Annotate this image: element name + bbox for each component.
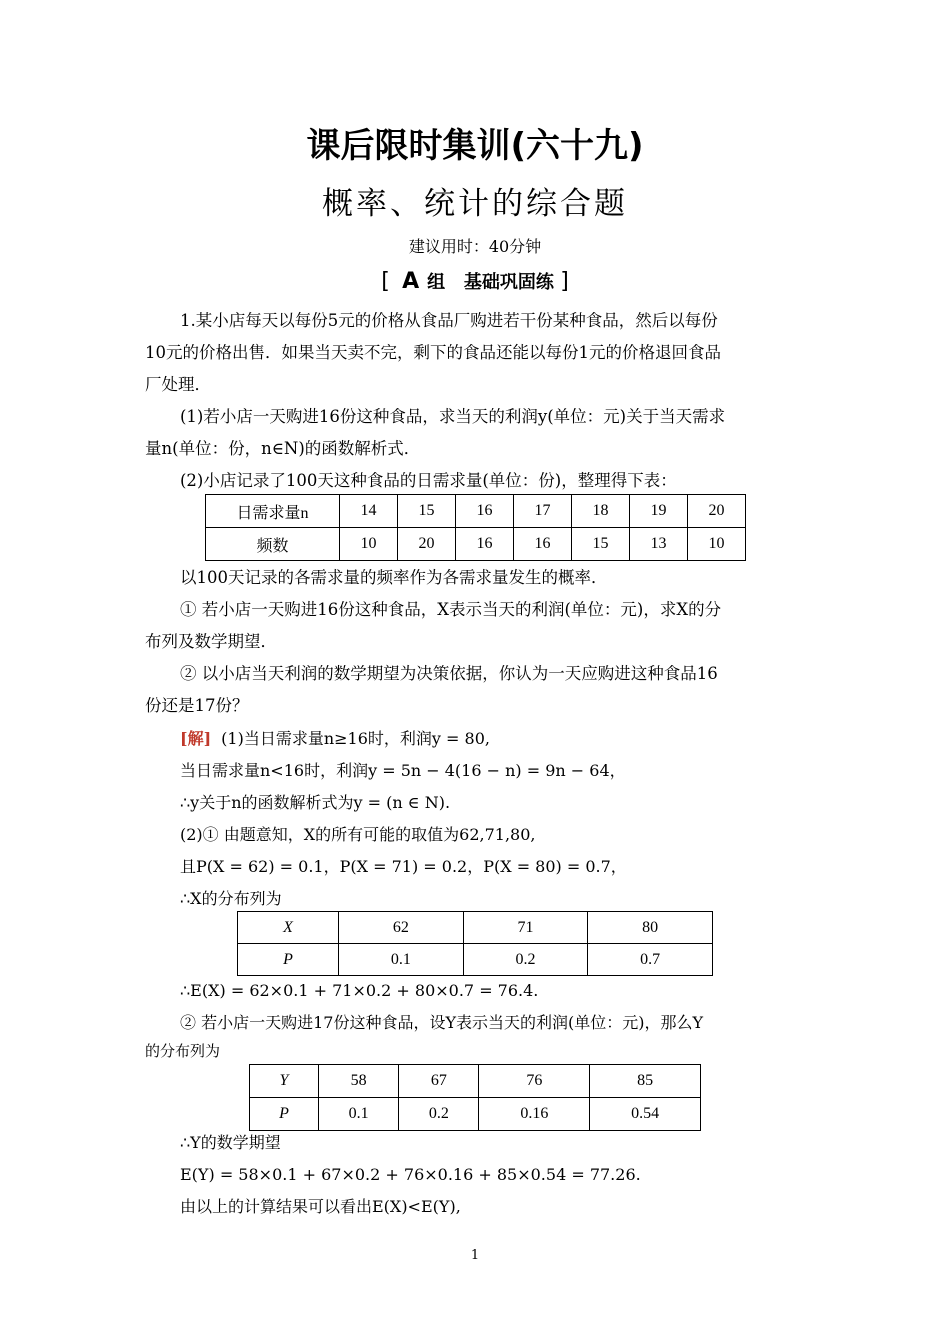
table-cell: 0.2 — [463, 944, 588, 976]
table-cell: 58 — [319, 1065, 399, 1098]
table-cell: 14 — [340, 495, 398, 528]
problem-line: 10元的价格出售．如果当天卖不完，剩下的食品还能以每份1元的价格退回食品 — [145, 343, 721, 362]
table-cell-text: Y — [279, 1072, 289, 1089]
problem-line: (1)若小店一天购进16份这种食品，求当天的利润y(单位：元)关于当天需求 — [180, 407, 726, 426]
table-cell: 13 — [630, 528, 688, 561]
bracket-right: ] — [560, 269, 569, 294]
problem-line: 1.某小店每天以每份5元的价格从食品厂购进若干份某种食品，然后以每份 — [180, 311, 718, 330]
table-cell: 67 — [399, 1065, 479, 1098]
problem-line: 以100天记录的各需求量的频率作为各需求量发生的概率． — [180, 568, 608, 587]
group-label-1: 组 — [427, 272, 446, 293]
solution-text: (1)当日需求量n≥16时，利润y = 80, — [221, 729, 490, 748]
problem-line: (2)小店记录了100天这种食品的日需求量(单位：份)，整理得下表： — [180, 471, 677, 490]
table-cell: 10 — [340, 528, 398, 561]
problem-line: ① 若小店一天购进16份这种食品，X表示当天的利润(单位：元)，求X的分 — [180, 600, 722, 619]
table-row — [238, 912, 713, 944]
demand-table — [205, 494, 746, 561]
table-cell: 0.7 — [588, 944, 713, 976]
group-letter: A — [402, 269, 420, 294]
table-cell: 85 — [590, 1065, 701, 1098]
table-cell: 17 — [514, 495, 572, 528]
problem-line: 厂处理． — [145, 375, 211, 394]
table-cell: 16 — [456, 495, 514, 528]
page-number: 1 — [470, 1248, 480, 1263]
table-cell: 0.54 — [590, 1098, 701, 1131]
table-cell: 80 — [588, 912, 713, 944]
table-cell: 15 — [398, 495, 456, 528]
solution-line: (2)① 由题意知，X的所有可能的取值为62,71,80, — [180, 825, 536, 844]
solution-line: 且P(X = 62) = 0.1，P(X = 71) = 0.2，P(X = 80) = 0.7， — [180, 857, 627, 876]
table-row — [206, 495, 746, 528]
table-cell: 16 — [514, 528, 572, 561]
table-cell: 日需求量n — [206, 495, 340, 528]
table-cell — [250, 1098, 319, 1131]
table-cell: 20 — [398, 528, 456, 561]
solution-line: E(Y) = 58×0.1 + 67×0.2 + 76×0.16 + 85×0.54 = 77.26. — [180, 1165, 641, 1184]
time-hint: 建议用时：40分钟 — [408, 237, 542, 256]
solution-line: ∴E(X) = 62×0.1 + 71×0.2 + 80×0.7 = 76.4. — [180, 981, 539, 1000]
table-cell — [238, 944, 339, 976]
table-cell-text: X — [283, 918, 293, 936]
y-distribution-table — [249, 1064, 701, 1131]
table-cell: 20 — [688, 495, 746, 528]
problem-line: ② 以小店当天利润的数学期望为决策依据，你认为一天应购进这种食品16 — [180, 664, 718, 683]
solution-line: ∴X的分布列为 — [180, 889, 282, 908]
table-cell: 18 — [572, 495, 630, 528]
table-cell: 19 — [630, 495, 688, 528]
table-cell: 16 — [456, 528, 514, 561]
problem-line: 量n(单位：份，n∈N)的函数解析式． — [145, 439, 421, 458]
table-row — [250, 1098, 701, 1131]
group-heading — [0, 268, 950, 294]
solution-line — [180, 727, 810, 751]
x-distribution-table — [237, 911, 713, 976]
table-cell — [238, 912, 339, 944]
table-cell: 0.16 — [479, 1098, 590, 1131]
bracket-left: [ — [381, 269, 390, 294]
table-cell: 0.1 — [319, 1098, 399, 1131]
table-cell: 0.2 — [399, 1098, 479, 1131]
group-label-2: 基础巩固练 — [463, 272, 554, 293]
solution-line: ② 若小店一天购进17份这种食品，设Y表示当天的利润(单位：元)，那么Y — [180, 1013, 704, 1032]
table-cell — [250, 1065, 319, 1098]
table-row — [238, 944, 713, 976]
solution-line: 的分布列为 — [145, 1042, 221, 1060]
solution-line: ∴Y的数学期望 — [180, 1133, 281, 1152]
table-cell: 0.1 — [339, 944, 464, 976]
problem-line: 份还是17份？ — [145, 696, 249, 715]
table-cell-text: P — [279, 1105, 289, 1122]
table-row — [206, 528, 746, 561]
solution-line: 由以上的计算结果可以看出E(X)<E(Y), — [180, 1197, 461, 1216]
solution-line: 当日需求量n<16时，利润y = 5n − 4(16 − n) = 9n − 64， — [180, 761, 626, 780]
table-cell: 62 — [339, 912, 464, 944]
table-row — [250, 1065, 701, 1098]
solution-tag: [解] — [180, 729, 212, 748]
table-cell: 10 — [688, 528, 746, 561]
page-title: 课后限时集训(六十九) — [306, 126, 644, 166]
table-cell: 76 — [479, 1065, 590, 1098]
problem-line: 布列及数学期望． — [145, 632, 277, 651]
page-subtitle: 概率、统计的综合题 — [322, 186, 628, 222]
table-cell: 15 — [572, 528, 630, 561]
table-cell: 频数 — [206, 528, 340, 561]
table-cell-text: P — [283, 950, 293, 968]
table-cell: 71 — [463, 912, 588, 944]
solution-line: ∴y关于n的函数解析式为y = (n ∈ N). — [180, 793, 451, 812]
